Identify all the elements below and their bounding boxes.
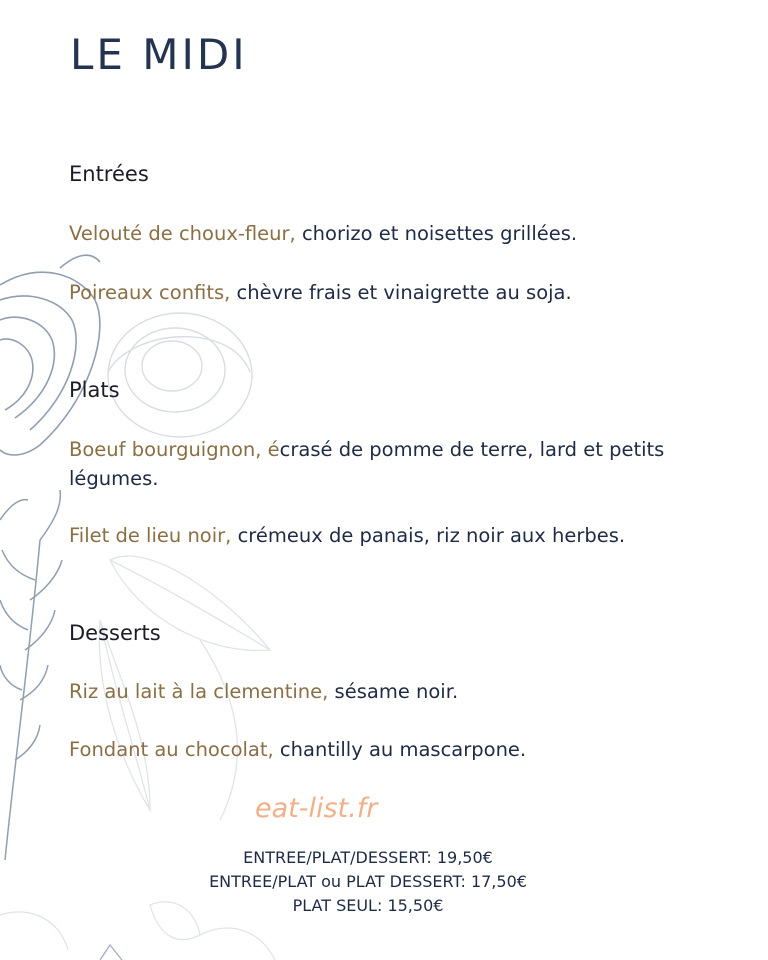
section-heading-desserts: Desserts [69,621,161,645]
price-line: ENTREE/PLAT ou PLAT DESSERT: 17,50€ [209,872,527,891]
menu-item [69,677,709,706]
dish-name: Riz au lait à la clementine, [69,680,329,703]
dish-description: sésame noir. [328,680,459,703]
menu-item [69,219,709,248]
section-heading-plats: Plats [69,378,120,402]
menu-item [69,435,709,493]
price-line: ENTREE/PLAT/DESSERT: 19,50€ [243,848,493,867]
dish-name: Boeuf bourguignon, é [69,438,280,461]
menu-item [69,521,709,550]
dish-description: crémeux de panais, riz noir aux herbes. [231,524,626,547]
price-line: PLAT SEUL: 15,50€ [292,896,444,915]
dish-description: chantilly au mascarpone. [273,738,527,761]
watermark-text: eat-list.fr [255,793,378,824]
dish-description: chèvre frais et vinaigrette au soja. [230,281,572,304]
menu-item [69,735,709,764]
page-title: LE MIDI [70,30,248,79]
dish-name: Filet de lieu noir, [69,524,232,547]
dish-name: Fondant au chocolat, [69,738,274,761]
dish-name: Poireaux confits, [69,281,231,304]
menu-item [69,278,709,307]
dish-description: crasé de pomme de terre, lard et petits légumes. [69,438,665,490]
section-heading-entrees: Entrées [69,162,149,186]
price-list [168,846,568,918]
dish-name: Velouté de choux-fleur, [69,222,296,245]
dish-description: chorizo et noisettes grillées. [295,222,578,245]
